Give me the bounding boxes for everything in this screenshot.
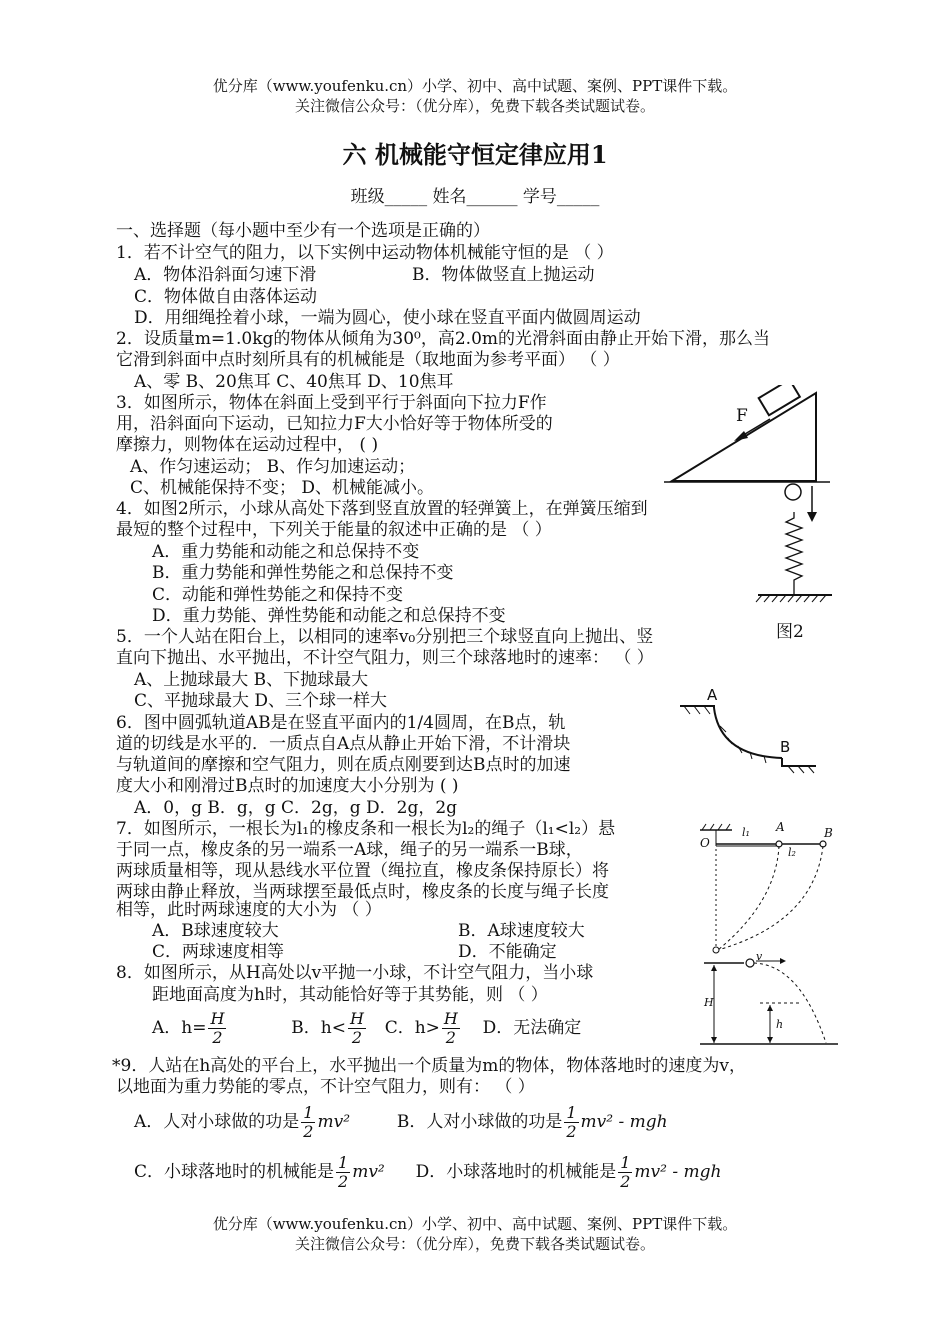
q9-fraction-b: $\frac{1}{2}$ <box>566 1103 577 1141</box>
q2-stem-2: 它滑到斜面中点时刻所具有的机械能是（取地面为参考平面） （ ） <box>116 350 620 370</box>
figure-2-caption: 图2 <box>776 622 804 642</box>
q8-fraction-c: $\frac{H}{2}$ <box>443 1009 458 1047</box>
q9-fraction-c: $\frac{1}{2}$ <box>338 1153 349 1191</box>
q1-stem: 1．若不计空气的阻力，以下实例中运动物体机械能守恒的是 （ ） <box>116 243 614 263</box>
student-info: 班级_____ 姓名______ 学号_____ <box>350 187 600 207</box>
header-line-1: 优分库（www.youfenku.cn）小学、初中、高中试题、案例、PPT课件下载。 <box>212 77 738 95</box>
ball-b-label: B <box>824 826 833 840</box>
header-line-2: 关注微信公众号：（优分库），免费下载各类试题试卷。 <box>294 97 655 115</box>
q7-option-b: B．A球速度较大 <box>458 921 585 941</box>
l2-label: l₂ <box>788 846 796 859</box>
q7-stem-2: 于同一点，橡皮条的另一端系一A球，绳子的另一端系一B球， <box>116 840 583 860</box>
q2-options: A、零 B、20焦耳 C、40焦耳 D、10焦耳 <box>134 372 454 392</box>
v-label: v <box>756 950 763 963</box>
q6-stem-2: 道的切线是水平的．一质点自A点从静止开始下滑，不计滑块 <box>116 734 571 754</box>
q8-options <box>152 1008 581 1048</box>
l1-label: l₁ <box>742 826 750 839</box>
q9-option-a-label: A．人对小球做的功是 <box>134 1112 300 1132</box>
q8-stem-2: 距地面高度为h时，其动能恰好等于其势能，则 （ ） <box>152 985 548 1005</box>
q8-option-d: D．无法确定 <box>482 1018 582 1038</box>
arrow-head <box>734 431 748 441</box>
spring <box>786 512 802 594</box>
h-big-label: H <box>704 996 714 1009</box>
thrown-ball <box>746 959 754 967</box>
q2-stem-1: 2．设质量m=1.0kg的物体从倾角为30⁰，高2.0m的光滑斜面由静止开始下滑，那么当 <box>116 329 771 349</box>
q1-option-b: B．物体做竖直上抛运动 <box>412 265 595 285</box>
q4-stem-1: 4．如图2所示，小球从高处下落到竖直放置的轻弹簧上，在弹簧压缩到 <box>116 499 648 519</box>
q9-mv2-a: mv² <box>317 1112 351 1132</box>
q3-stem-2: 用，沿斜面向下运动，已知拉力F大小恰好等于物体所受的 <box>116 414 553 434</box>
q5-options-cd: C、平抛球最大 D、三个球一样大 <box>134 691 388 711</box>
q9-mv2-b: mv² <box>580 1112 614 1132</box>
q8-stem-1: 8．如图所示，从H高处以v平抛一小球，不计空气阻力，当小球 <box>116 963 594 983</box>
q8-option-c-label: C．h> <box>384 1018 440 1038</box>
q6-stem-3: 与轨道间的摩擦和空气阻力，则在质点刚要到达B点时的加速 <box>116 755 571 775</box>
q3-options-ab: A、作匀速运动； B、作匀加速运动； <box>130 457 416 477</box>
q7-option-d: D．不能确定 <box>458 942 557 962</box>
q9-option-d-label: D．小球落地时的机械能是 <box>415 1162 617 1182</box>
q9-minus-mgh-d: - mgh <box>666 1162 722 1182</box>
pendulum-figure <box>696 822 841 957</box>
spring-figure <box>750 478 840 608</box>
q3-options-cd: C、机械能保持不变； D、机械能减小。 <box>130 478 435 498</box>
q8-fraction-a: $\frac{H}{2}$ <box>210 1009 225 1047</box>
q4-option-a: A．重力势能和动能之和总保持不变 <box>152 542 420 562</box>
q8-option-b-label: B．h< <box>291 1018 346 1038</box>
q9-stem-2: 以地面为重力势能的零点，不计空气阻力，则有： （ ） <box>116 1077 535 1097</box>
q7-stem-5: 相等，此时两球速度的大小为 （ ） <box>116 900 382 920</box>
q8-option-a-label: A．h= <box>152 1018 207 1038</box>
block <box>759 385 800 415</box>
q8-fraction-b: $\frac{H}{2}$ <box>349 1009 364 1047</box>
section-heading: 一、选择题（每小题中至少有一个选项是正确的） <box>116 221 490 241</box>
q4-option-d: D．重力势能、弹性势能和动能之和总保持不变 <box>152 606 506 626</box>
q9-fraction-d: $\frac{1}{2}$ <box>620 1153 631 1191</box>
q4-option-c: C．动能和弹性势能之和保持不变 <box>152 585 404 605</box>
point-a-label: A <box>707 686 718 704</box>
point-b-label: B <box>780 738 791 756</box>
q9-mv2-c: mv² <box>352 1162 385 1182</box>
force-label: F <box>736 406 748 426</box>
ball <box>785 484 801 500</box>
q9-fraction-a: $\frac{1}{2}$ <box>303 1103 314 1141</box>
q5-stem-1: 5．一个人站在阳台上，以相同的速率v₀分别把三个球竖直向上抛出、竖 <box>116 627 654 647</box>
h-small-label: h <box>776 1018 784 1031</box>
footer-line-1: 优分库（www.youfenku.cn）小学、初中、高中试题、案例、PPT课件下载。 <box>212 1215 738 1233</box>
q7-option-a: A．B球速度较大 <box>152 921 279 941</box>
q5-options-ab: A、上抛球最大 B、下抛球最大 <box>134 670 369 690</box>
ball-a-label: A <box>776 820 785 834</box>
q7-option-c: C．两球速度相等 <box>152 942 285 962</box>
q7-stem-1: 7．如图所示，一根长为l₁的橡皮条和一根长为l₂的绳子（l₁<l₂）悬 <box>116 819 616 839</box>
q9-stem-1: *9．人站在h高处的平台上，水平抛出一个质量为m的物体，物体落地时的速度为v， <box>112 1056 746 1076</box>
q9-option-b-label: B．人对小球做的功是 <box>396 1112 563 1132</box>
q9-mv2-d: mv² <box>634 1162 667 1182</box>
arc-track-figure <box>676 686 836 776</box>
q1-option-a: A．物体沿斜面匀速下滑 <box>134 265 317 285</box>
q4-option-b: B．重力势能和弹性势能之和总保持不变 <box>152 563 454 583</box>
q6-stem-1: 6．图中圆弧轨道AB是在竖直平面内的1/4圆周，在B点，轨 <box>116 713 566 733</box>
q9-option-c-label: C．小球落地时的机械能是 <box>134 1162 335 1182</box>
page-title: 六 机械能守恒定律应用1 <box>342 140 608 169</box>
q6-options: A．0，g B．g，g C．2g，g D．2g，2g <box>134 798 458 818</box>
q3-stem-3: 摩擦力，则物体在运动过程中， ( ) <box>116 435 379 455</box>
q1-option-c: C．物体做自由落体运动 <box>134 287 318 307</box>
q1-option-d: D．用细绳拴着小球，一端为圆心，使小球在竖直平面内做圆周运动 <box>134 308 641 328</box>
q9-minus-mgh-b: - mgh <box>613 1112 668 1132</box>
q6-stem-4: 度大小和刚滑过B点时的加速度大小分别为 ( ) <box>116 776 459 796</box>
q7-stem-4: 两球由静止释放，当两球摆至最低点时，橡皮条的长度与绳子长度 <box>116 882 609 902</box>
q4-stem-2: 最短的整个过程中，下列关于能量的叙述中正确的是 （ ） <box>116 520 552 540</box>
q9-options-cd <box>134 1150 721 1194</box>
q7-stem-3: 两球质量相等，现从悬线水平位置（绳拉直，橡皮条保持原长）将 <box>116 861 609 881</box>
point-o-label: O <box>700 836 710 850</box>
q5-stem-2: 直向下抛出、水平抛出，不计空气阻力，则三个球落地时的速率： （ ） <box>116 648 654 668</box>
arc-track <box>714 708 782 758</box>
q9-options-ab <box>134 1100 668 1144</box>
q3-stem-1: 3．如图所示，物体在斜面上受到平行于斜面向下拉力F作 <box>116 393 547 413</box>
footer-line-2: 关注微信公众号：（优分库），免费下载各类试题试卷。 <box>294 1235 655 1253</box>
projectile-figure <box>700 955 840 1050</box>
